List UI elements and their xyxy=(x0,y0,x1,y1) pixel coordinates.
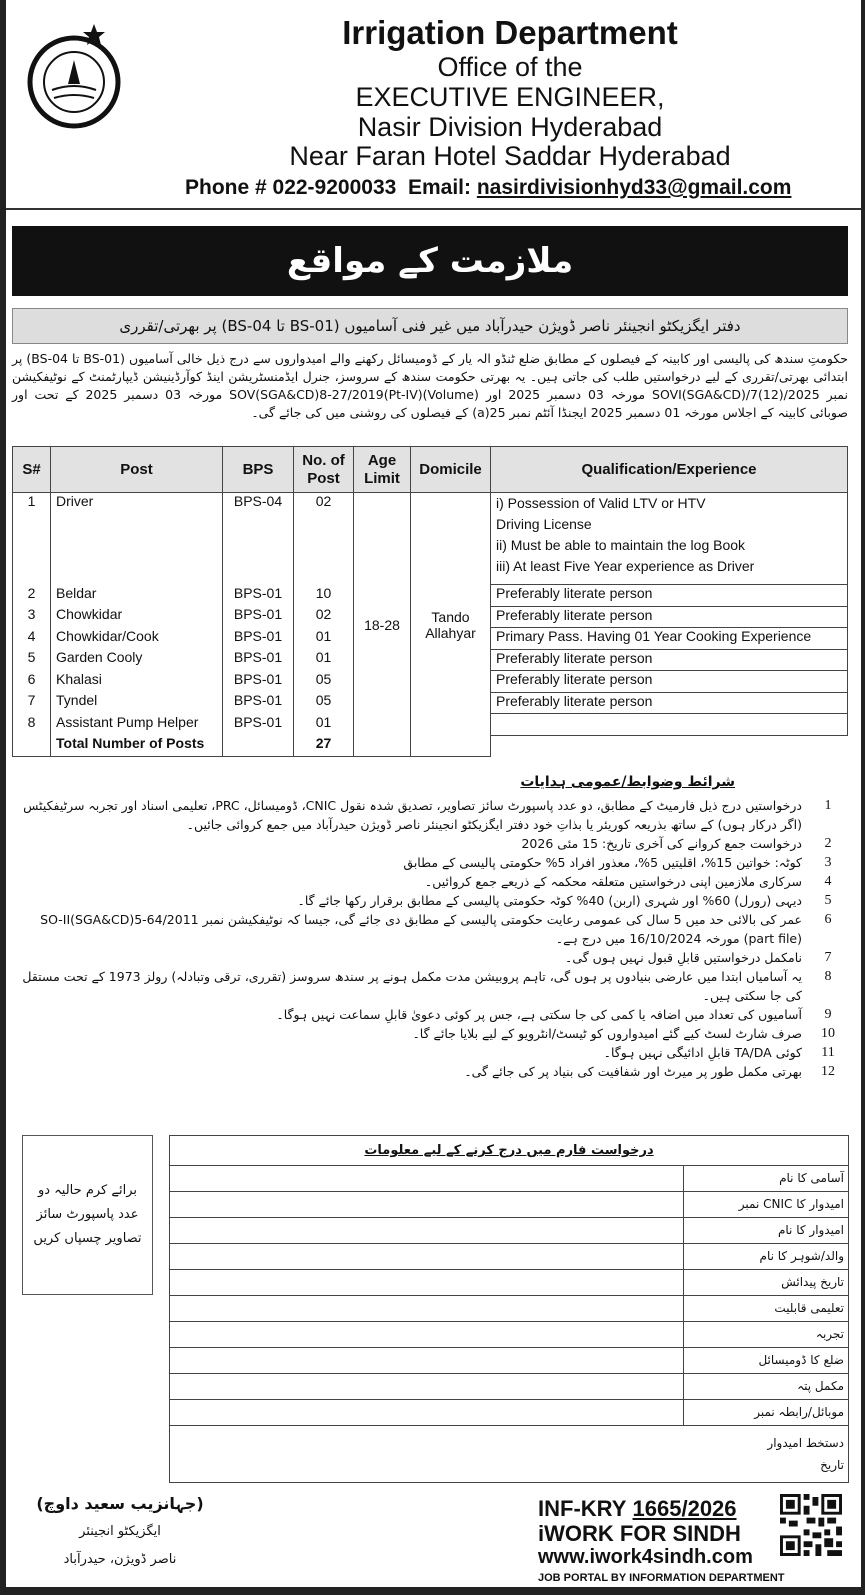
post-name: Assistant Pump Helper xyxy=(51,714,223,736)
condition-item xyxy=(12,1043,848,1062)
date-label: تاریخ xyxy=(820,1458,844,1472)
table-header-row xyxy=(13,447,848,493)
email-label: Email: xyxy=(407,176,472,199)
condition-text: عمر کی بالائی حد میں 5 سال کی عمومی رعایت حکومتی پالیسی کے مطابق دی جائے گی، جیسا کہ نوٹیفکیشن نمبر SO-II(SGA&CD)5-64/2011 (part file) مورخہ 16/10/2024 میں درج ہے۔ xyxy=(40,912,802,946)
posts-table xyxy=(12,446,848,757)
form-field-input[interactable] xyxy=(170,1374,683,1399)
inf-number: 1665/2026 xyxy=(632,1496,737,1521)
qualification xyxy=(491,606,848,628)
form-field-input[interactable] xyxy=(170,1244,683,1269)
post-count: 10 xyxy=(294,585,354,607)
column-header: Age Limit xyxy=(354,447,411,493)
serial-number: 4 xyxy=(13,628,51,650)
qualification-line: Preferably literate person xyxy=(496,671,653,687)
division-line: Nasir Division Hyderabad xyxy=(357,112,663,142)
form-field-label: موبائل/رابطہ نمبر xyxy=(683,1400,848,1425)
form-row xyxy=(170,1166,848,1192)
form-field-label: والد/شوہر کا نام xyxy=(683,1244,848,1269)
serial-number: 1 xyxy=(13,493,51,585)
portal-text: JOB PORTAL BY INFORMATION DEPARTMENT xyxy=(538,1572,785,1584)
condition-number: 6 xyxy=(824,912,832,927)
qualification xyxy=(491,692,848,714)
bps-scale: BPS-01 xyxy=(223,671,294,693)
form-row xyxy=(170,1322,848,1348)
condition-item xyxy=(12,872,848,891)
condition-item xyxy=(12,967,848,1005)
signatory xyxy=(30,1490,210,1574)
brand: WORK FOR SINDH xyxy=(544,1521,741,1546)
serial-number: 7 xyxy=(13,692,51,714)
form-row xyxy=(170,1218,848,1244)
bps-scale: BPS-04 xyxy=(223,493,294,585)
bps-scale: BPS-01 xyxy=(223,692,294,714)
office-line: Office of the xyxy=(437,52,583,82)
post-name: Chowkidar xyxy=(51,606,223,628)
condition-number: 8 xyxy=(824,969,832,984)
condition-item xyxy=(12,853,848,872)
post-count: 01 xyxy=(294,714,354,736)
form-field-label: ضلع کا ڈومیسائل xyxy=(683,1348,848,1373)
ad-subtitle: دفتر ایگزیکٹو انجینئر ناصر ڈویژن حیدرآباد میں غیر فنی آسامیوں (BS-01 تا BS-04) پر بھرتی/تقرری xyxy=(12,308,848,344)
serial-number: 3 xyxy=(13,606,51,628)
condition-text: دیہی (رورل) 60% اور شہری (اربن) 40% کوٹہ حکومتی پالیسی کے مطابق برقرار رکھا جائے گا۔ xyxy=(297,893,802,908)
total-blank xyxy=(223,735,294,757)
serial-number: 6 xyxy=(13,671,51,693)
qualification xyxy=(491,671,848,693)
column-header: BPS xyxy=(223,447,294,493)
column-header: Domicile xyxy=(411,447,491,493)
bps-scale: BPS-01 xyxy=(223,649,294,671)
column-header: Qualification/Experience xyxy=(491,447,848,493)
form-field-label: تاریخ پیدائش xyxy=(683,1270,848,1295)
condition-text: سرکاری ملازمین اپنی درخواستیں متعلقہ محکمہ کے ذریعے جمع کروائیں۔ xyxy=(424,874,802,889)
address-line: Near Faran Hotel Saddar Hyderabad xyxy=(289,141,731,171)
total-count: 27 xyxy=(294,735,354,757)
form-field-label: آسامی کا نام xyxy=(683,1166,848,1191)
phone: Phone # 022-9200033 xyxy=(185,176,397,199)
condition-text: کوئی TA/DA قابلِ ادائیگی نہیں ہوگا۔ xyxy=(603,1045,802,1060)
inf-code: INF-KRY xyxy=(538,1496,627,1521)
department-title: Irrigation Department xyxy=(342,14,678,51)
column-header: Post xyxy=(51,447,223,493)
bps-scale: BPS-01 xyxy=(223,606,294,628)
qualification xyxy=(491,585,848,607)
form-row xyxy=(170,1296,848,1322)
contact-line xyxy=(185,176,791,200)
condition-number: 1 xyxy=(824,798,832,813)
qualification-line: Preferably literate person xyxy=(496,649,653,666)
form-row xyxy=(170,1270,848,1296)
signature-date-area[interactable] xyxy=(170,1426,848,1482)
qualification xyxy=(491,714,848,736)
condition-item xyxy=(12,796,848,834)
form-row xyxy=(170,1348,848,1374)
signatory-name: (جہانزیب سعید داوچ) xyxy=(36,1494,204,1513)
post-count: 05 xyxy=(294,671,354,693)
condition-text: صرف شارٹ لسٹ کیے گئے امیدواروں کو ٹیسٹ/انٹرویو کے لیے بلایا جائے گا۔ xyxy=(412,1026,802,1041)
application-form xyxy=(169,1135,849,1483)
condition-number: 11 xyxy=(821,1045,835,1060)
serial-number: 8 xyxy=(13,714,51,736)
form-field-label: امیدوار کا نام xyxy=(683,1218,848,1243)
signatory-designation: ایگزیکٹو انجینئر xyxy=(79,1524,161,1539)
condition-item xyxy=(12,834,848,853)
form-row xyxy=(170,1244,848,1270)
qr-code-icon xyxy=(780,1494,842,1556)
bps-scale: BPS-01 xyxy=(223,714,294,736)
total-blank xyxy=(13,735,51,757)
form-field-input[interactable] xyxy=(170,1218,683,1243)
serial-number: 2 xyxy=(13,585,51,607)
qualification xyxy=(491,493,848,585)
form-row xyxy=(170,1374,848,1400)
condition-text: آسامیوں کی تعداد میں اضافہ یا کمی کی جا سکتی ہے، جس پر کوئی دعویٰ قابلِ سماعت نہیں ہوگا۔ xyxy=(276,1007,802,1022)
form-field-label: امیدوار کا CNIC نمبر xyxy=(683,1192,848,1217)
condition-number: 9 xyxy=(824,1007,832,1022)
signatory-office: ناصر ڈویژن، حیدرآباد xyxy=(63,1552,177,1567)
post-name: Beldar xyxy=(51,585,223,607)
engineer-line: EXECUTIVE ENGINEER, xyxy=(355,82,665,112)
condition-text: نامکمل درخواستیں قابلِ قبول نہیں ہوں گی۔ xyxy=(565,950,802,965)
condition-number: 5 xyxy=(824,893,832,908)
post-name: Khalasi xyxy=(51,671,223,693)
form-row xyxy=(170,1400,848,1426)
post-count: 05 xyxy=(294,692,354,714)
post-count: 01 xyxy=(294,628,354,650)
qualification-line: Preferably literate person xyxy=(496,606,653,623)
form-field-input[interactable] xyxy=(170,1166,683,1191)
condition-number: 10 xyxy=(821,1026,835,1041)
condition-number: 4 xyxy=(824,874,832,889)
condition-text: بھرتی مکمل طور پر میرٹ اور شفافیت کی بنیاد پر کی جائے گی۔ xyxy=(464,1064,802,1079)
total-label: Total Number of Posts xyxy=(51,735,223,757)
condition-item xyxy=(12,1005,848,1024)
photo-box: برائے کرم حالیہ دو عدد پاسپورٹ سائز تصاویر چسپاں کریں xyxy=(22,1135,153,1295)
conditions-list xyxy=(12,796,848,1081)
signature-label: دستخط امیدوار xyxy=(767,1436,844,1450)
form-field-input[interactable] xyxy=(170,1400,683,1425)
form-field-label: مکمل پتہ xyxy=(683,1374,848,1399)
post-name: Driver xyxy=(51,493,223,585)
bps-scale: BPS-01 xyxy=(223,585,294,607)
post-name: Chowkidar/Cook xyxy=(51,628,223,650)
divider xyxy=(6,208,861,210)
sindh-government-emblem xyxy=(22,20,127,135)
post-name: Tyndel xyxy=(51,692,223,714)
bps-scale: BPS-01 xyxy=(223,628,294,650)
condition-number: 7 xyxy=(824,950,832,965)
email-link[interactable]: nasirdivisionhyd33@gmail.com xyxy=(476,176,792,199)
post-count: 01 xyxy=(294,649,354,671)
column-header: No. of Post xyxy=(294,447,354,493)
form-field-input[interactable] xyxy=(170,1322,683,1347)
post-count: 02 xyxy=(294,606,354,628)
form-field-input[interactable] xyxy=(170,1192,683,1217)
form-title: درخواست فارم میں درج کرنے کے لیے معلومات xyxy=(170,1136,848,1166)
condition-item xyxy=(12,891,848,910)
website-link[interactable]: www.iwork4sindh.com xyxy=(538,1546,753,1568)
serial-number: 5 xyxy=(13,649,51,671)
post-name: Garden Cooly xyxy=(51,649,223,671)
column-header: S# xyxy=(13,447,51,493)
qualification xyxy=(491,628,848,650)
condition-item xyxy=(12,1024,848,1043)
qualification-line: ii) Must be able to maintain the log Book xyxy=(496,537,746,553)
condition-number: 2 xyxy=(824,836,832,851)
qualification-line: i) Possession of Valid LTV or HTV xyxy=(496,495,706,511)
condition-text: درخواستیں درج ذیل فارمیٹ کے مطابق، دو عدد پاسپورٹ سائز تصاویر، تصدیق شدہ نقول CNIC، ڈومیسائل، PRC، تعلیمی اسناد اور تجربہ سرٹیفکیٹس (اگر درکار ہوں) کے ساتھ بذریعہ کوریئر یا بذاتِ خود دفتر ایگزیکٹو انجینئر ناصر ڈویژن حیدرآباد میں جمع کروائی جائیں۔ xyxy=(23,798,802,832)
post-count: 02 xyxy=(294,493,354,585)
i-logo-icon: i xyxy=(538,1521,545,1546)
condition-item xyxy=(12,948,848,967)
condition-item xyxy=(12,1062,848,1081)
conditions-title: شرائط وضوابط/عمومی ہدایات xyxy=(520,774,735,790)
form-field-input[interactable] xyxy=(170,1270,683,1295)
form-field-input[interactable] xyxy=(170,1348,683,1373)
qualification xyxy=(491,649,848,671)
qualification-line: Driving License xyxy=(496,516,592,532)
age-limit: 18-28 xyxy=(354,493,411,757)
total-blank xyxy=(491,735,848,757)
condition-text: یہ آسامیاں ابتدا میں عارضی بنیادوں پر ہوں گی، تاہم پروبیشن مدت مکمل ہونے پر سندھ سروسز (تقرری، ترقی وتبادلہ) رولز 1973 کے تحت مستقل کی جا سکتی ہیں۔ xyxy=(22,969,802,1003)
form-row xyxy=(170,1192,848,1218)
form-field-label: تجربہ xyxy=(683,1322,848,1347)
condition-text: درخواست جمع کروانے کی آخری تاریخ: 15 مئی 2026 xyxy=(521,836,802,851)
intro-paragraph: حکومتِ سندھ کی پالیسی اور کابینہ کے فیصلوں کے مطابق ضلع ٹنڈو الہ یار کے ڈومیسائل رکھنے والے امیدواروں سے درج ذیل خالی آسامیوں (BS-01 تا BS-04) پر ابتدائی بھرتی/تقرری کے لیے درخواستیں طلب کی جاتی ہیں۔ یہ بھرتی حکومت سندھ کے سروسز، جنرل ایڈمنسٹریشن اینڈ کوآرڈینیشن ڈیپارٹمنٹ کے نوٹیفکیشن نمبر SOVI(SGA&CD)/7(12)/2025 مورخہ 03 دسمبر 2025 اور SOV(SGA&CD)8-27/2019(Pt-IV)(Volume) مورخہ 03 دسمبر 2025 کے تحت اور صوبائی کابینہ کے اجلاس مورخہ 01 دسمبر 2025 ایجنڈا آئٹم نمبر 25(a) کے فیصلوں کی روشنی میں کی جائے گی۔ xyxy=(12,351,849,420)
condition-number: 12 xyxy=(821,1064,835,1079)
domicile: Tando Allahyar xyxy=(411,493,491,757)
jobs-banner: ملازمت کے مواقع xyxy=(12,226,848,296)
qualification-line: Preferably literate person xyxy=(496,585,653,601)
condition-item xyxy=(12,910,848,948)
qualification-line: iii) At least Five Year experience as Driver xyxy=(496,558,755,574)
form-field-label: تعلیمی قابلیت xyxy=(683,1296,848,1321)
condition-text: کوٹہ: خواتین 15%، اقلیتیں 5%، معذور افراد 5% حکومتی پالیسی کے مطابق xyxy=(403,855,802,870)
qualification-line: Preferably literate person xyxy=(496,692,653,709)
form-field-input[interactable] xyxy=(170,1296,683,1321)
table-row xyxy=(13,493,848,585)
condition-number: 3 xyxy=(824,855,832,870)
qualification-line: Primary Pass. Having 01 Year Cooking Experience xyxy=(496,628,812,644)
